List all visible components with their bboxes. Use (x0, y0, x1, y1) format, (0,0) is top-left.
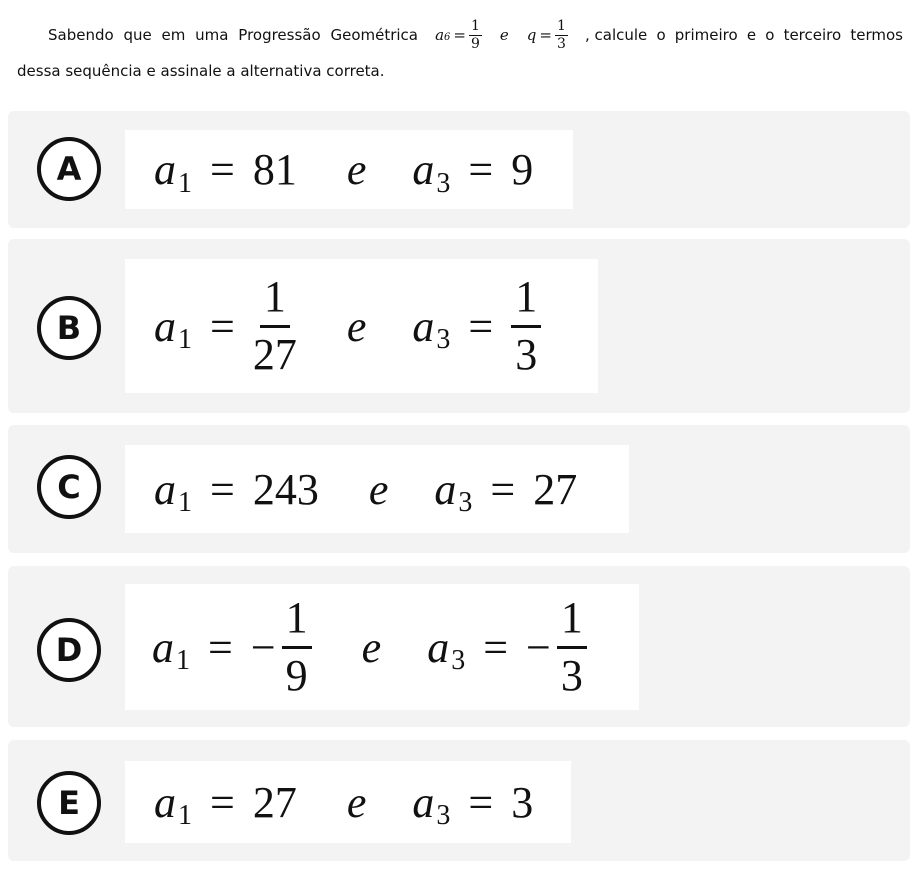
question-line-1 (48, 9, 903, 61)
option-b-letter-badge[interactable]: B (37, 296, 101, 360)
math-equals: = (453, 25, 466, 44)
word: que (123, 25, 152, 44)
option-e-letter-badge[interactable]: E (37, 771, 101, 835)
numerator: 1 (511, 274, 541, 327)
question-line-2: dessa sequência e assinale a alternativa correta. (17, 62, 385, 80)
math-equals: = (539, 25, 552, 44)
math-equals: = (468, 777, 494, 827)
option-d-answer[interactable] (125, 584, 639, 710)
math-equals: = (468, 145, 494, 194)
math-var: a (154, 145, 176, 194)
option-e-answer[interactable] (125, 761, 571, 843)
minus-sign: − (250, 622, 276, 672)
option-a-letter-badge[interactable]: A (37, 137, 101, 201)
option-c-answer[interactable] (125, 445, 629, 533)
math-subscript: 3 (436, 800, 451, 831)
math-subscript: 1 (178, 800, 192, 831)
word: primeiro (674, 25, 738, 44)
math-subscript: 3 (458, 487, 473, 518)
math-subscript: 6 (444, 32, 451, 43)
math-var: a (152, 622, 174, 672)
option-d[interactable] (8, 566, 910, 727)
option-c-letter-badge[interactable]: C (37, 455, 101, 519)
word: termos (850, 25, 903, 44)
math-equals: = (210, 464, 235, 514)
math-subscript: 3 (436, 167, 451, 199)
a3-value: 27 (533, 464, 578, 514)
math-var: a (427, 622, 450, 672)
numerator: 1 (470, 17, 480, 34)
word: em (161, 25, 186, 44)
numerator: 1 (282, 595, 312, 648)
denominator: 27 (252, 329, 297, 379)
option-a[interactable] (8, 111, 910, 228)
a1-value: 27 (252, 777, 297, 827)
minus-sign: − (526, 622, 551, 672)
option-b[interactable] (8, 239, 910, 413)
math-equals: = (210, 777, 235, 827)
math-subscript: 1 (178, 324, 192, 355)
math-var: a (154, 464, 176, 514)
math-equals: = (208, 622, 233, 672)
option-b-answer[interactable] (125, 259, 598, 393)
math-var: a (412, 301, 435, 351)
math-conjunction: e (368, 464, 389, 514)
word: Progressão (238, 25, 321, 44)
word: o (765, 25, 775, 44)
numerator: 1 (557, 595, 587, 648)
denominator: 3 (560, 650, 583, 700)
math-var: a (154, 777, 176, 827)
math-var: a (154, 301, 176, 351)
math-conjunction: e (499, 25, 509, 44)
math-var: a (412, 777, 435, 827)
question-continuation (584, 25, 903, 44)
denominator: 9 (285, 650, 308, 700)
word: , calcule (584, 25, 648, 44)
fraction (511, 274, 541, 377)
math-var: a (434, 464, 457, 514)
option-c[interactable] (8, 425, 910, 553)
word: Geométrica (330, 25, 418, 44)
option-a-answer[interactable] (125, 130, 573, 209)
denominator: 9 (470, 35, 480, 52)
word: o (656, 25, 666, 44)
math-equals: = (210, 145, 235, 194)
word: terceiro (783, 25, 842, 44)
word: Sabendo (48, 25, 114, 44)
word: uma (195, 25, 229, 44)
denominator: 3 (515, 329, 538, 379)
numerator: 1 (260, 274, 290, 327)
numerator: 1 (556, 17, 566, 34)
math-conjunction: e (346, 145, 367, 194)
math-var: a (435, 25, 445, 44)
fraction (469, 19, 482, 51)
a1-value: 81 (252, 145, 297, 194)
math-equals: = (210, 301, 235, 351)
a1-value: 243 (252, 464, 319, 514)
fraction (282, 595, 312, 698)
math-equals: = (490, 464, 516, 514)
fraction (253, 274, 297, 377)
math-var: a (412, 145, 435, 194)
math-var: q (526, 25, 537, 44)
word: e (746, 25, 757, 44)
math-subscript: 1 (178, 167, 192, 199)
a3-value: 3 (511, 777, 534, 827)
denominator: 3 (556, 35, 566, 52)
a3-value: 9 (511, 145, 534, 194)
math-subscript: 1 (178, 487, 192, 518)
math-conjunction: e (361, 622, 382, 672)
math-equals: = (468, 301, 494, 351)
math-subscript: 3 (436, 324, 451, 355)
math-conjunction: e (346, 777, 367, 827)
math-subscript: 3 (451, 645, 466, 676)
math-subscript: 1 (176, 645, 190, 676)
fraction (557, 595, 587, 698)
math-conjunction: e (346, 301, 367, 351)
option-e[interactable] (8, 740, 910, 861)
math-equals: = (483, 622, 509, 672)
question-intro (48, 25, 418, 44)
option-d-letter-badge[interactable]: D (37, 618, 101, 682)
given-terms-formula (435, 19, 568, 51)
fraction (555, 19, 568, 51)
